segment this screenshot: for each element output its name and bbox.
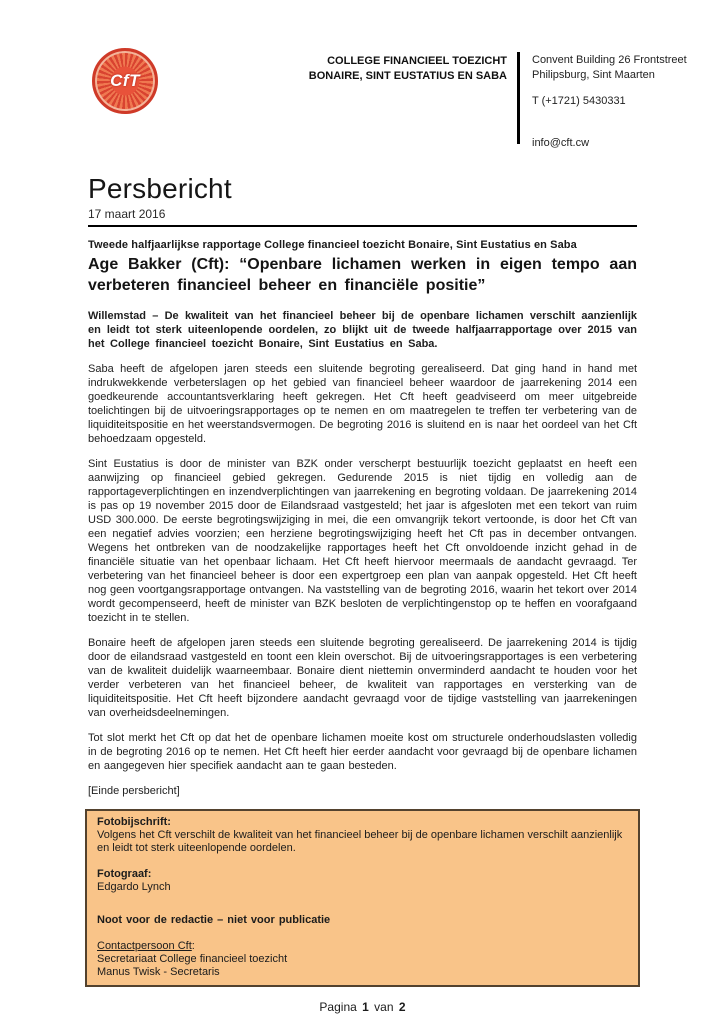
organization-name-line2: BONAIRE, SINT EUSTATIUS EN SABA xyxy=(308,70,507,82)
page-number-prefix: Pagina xyxy=(319,1000,357,1014)
document-title: Persbericht xyxy=(88,173,232,204)
report-subtitle: Tweede halfjaarlijkse rapportage College financieel toezicht Bonaire, Sint Eustatius en Saba xyxy=(88,239,577,251)
contact-person-label-line xyxy=(97,940,628,953)
page-number-separator: van xyxy=(374,1000,394,1014)
contact-email: info@cft.cw xyxy=(532,137,590,149)
contact-person-label: Contactpersoon Cft xyxy=(97,940,192,952)
photo-caption-section xyxy=(97,816,628,855)
contact-person-section xyxy=(97,940,628,979)
contact-address-line2: Philipsburg, Sint Maarten xyxy=(532,69,655,81)
paragraph-saba: Saba heeft de afgelopen jaren steeds een sluitende begroting gerealiseerd. Dat ging hand in hand met indrukwekkende verbeterslagen op het gebied van financieel beheer waardoor de jaarrekening 2014 een goedkeurende accountantsverklaring heeft gekregen. Het Cft heeft geadviseerd om meer uitgebreide toelichtingen bij de uitvoeringsrapportages op te nemen en om maatregelen te treffen ter verbetering van de liquiditeitspositie en het weerstandsvermogen. De begroting 2016 is sluitend en is naar het oordeel van het Cft behoedzaam opgesteld. xyxy=(88,363,637,445)
end-of-release-marker: [Einde persbericht] xyxy=(88,785,180,797)
document-body xyxy=(0,173,724,1014)
document-date: 17 maart 2016 xyxy=(88,207,166,221)
contact-person-org: Secretariaat College financieel toezicht xyxy=(97,953,288,965)
page-number-footer xyxy=(88,1000,637,1014)
contact-person-name: Manus Twisk - Secretaris xyxy=(97,966,220,978)
lead-paragraph: Willemstad – De kwaliteit van het financieel beheer bij de openbare lichamen verschilt aanzienlijk en leidt tot sterk uiteenlopende oordelen, zo blijkt uit de tweede halfjaarrapportage over 2015 van het College financieel toezicht Bonaire, Sint Eustatius en Saba. xyxy=(88,310,637,350)
paragraph-bonaire: Bonaire heeft de afgelopen jaren steeds een sluitende begroting gerealiseerd. De jaarrekening 2014 is tijdig door de eilandsraad vastgesteld en toont een klein overschot. Bij de uitvoeringsrapportages is een verbetering van de kwaliteit duidelijk waarneembaar. Bonaire dient niettemin onverminderd aandacht te houden voor het verder verbeteren van het financieel beheer, de kwaliteit van rapportages en versterking van de liquiditeitspositie. Het Cft heeft bijzondere aandacht gevraagd voor de tijdige vaststelling van jaarrekeningen van overheidsdeelnemingen. xyxy=(88,637,637,719)
letterhead xyxy=(0,0,724,151)
paragraph-sint-eustatius: Sint Eustatius is door de minister van BZK onder verscherpt bestuurlijk toezicht geplaatst en heeft een aanwijzing op financieel gebied gekregen. Gedurende 2015 is niet tijdig en volledig aan de rapportageverplichtingen en inzendverplichtingen van jaarrekening en begroting voldaan. De jaarrekening 2014 is pas op 19 november 2015 door de Eilandsraad vastgesteld; het jaar is afgesloten met een tekort van ruim USD 300.000. De eerste begrotingswijziging in mei, die een omvangrijk tekort vertoonde, is door het Cft van een negatief advies voorzien; een herziene begrotingswijziging heeft het Cft pas in december ontvangen. Wegens het ontbreken van de noodzakelijke rapportages heeft het Cft onvoldoende inzicht gehad in de financiële situatie van het openbaar lichaam. Het Cft heeft hiervoor meermaals de aandacht gevraagd. Ter verbetering van het financieel beheer is door een expertgroep een plan van aanpak opgesteld. Het Cft heeft nog geen voortgangsrapportage ontvangen. Na vaststelling van de begroting 2016, waarin het tekort over 2014 wordt gecompenseerd, heeft de minister van BZK besloten de verplichtingenstop op te heffen en voorafgaand toezicht in te stellen. xyxy=(88,458,637,624)
page-number-current: 1 xyxy=(362,1000,369,1014)
contact-block xyxy=(520,48,702,151)
photo-caption-text: Volgens het Cft verschilt de kwaliteit van het financieel beheer bij de openbare lichamen verschilt aanzienlijk en leidt tot sterk uiteenlopende oordelen. xyxy=(97,829,623,854)
photographer-section xyxy=(97,868,628,894)
title-block xyxy=(88,173,637,227)
press-headline: Age Bakker (Cft): “Openbare lichamen werken in eigen tempo aan verbeteren financieel beheer en financiële positie” xyxy=(88,256,637,294)
photographer-label: Fotograaf: xyxy=(97,868,152,880)
contact-phone: T (+1721) 5430331 xyxy=(532,95,626,107)
paragraph-closing: Tot slot merkt het Cft op dat het de openbare lichamen moeite kost om structurele onderhoudslasten volledig in de begroting 2016 op te nemen. Het Cft heeft hier eerder aandacht voor gevraagd bij de openbare lichamen en aangegeven hier specifiek aandacht aan te gaan besteden. xyxy=(88,732,637,772)
organization-name-line1: COLLEGE FINANCIEEL TOEZICHT xyxy=(327,55,507,67)
contact-address-line1: Convent Building 26 Frontstreet xyxy=(532,54,687,66)
photographer-name: Edgardo Lynch xyxy=(97,881,171,893)
editorial-note-heading: Noot voor de redactie – niet voor publicatie xyxy=(97,914,331,926)
cft-logo-text: CfT xyxy=(110,71,140,90)
editorial-note-box xyxy=(85,809,640,987)
contact-person-label-suffix: : xyxy=(191,940,195,952)
cft-logo-icon xyxy=(92,48,158,114)
organization-name xyxy=(158,48,517,84)
page-number-total: 2 xyxy=(398,1000,406,1014)
photo-caption-label: Fotobijschrift: xyxy=(97,816,171,828)
